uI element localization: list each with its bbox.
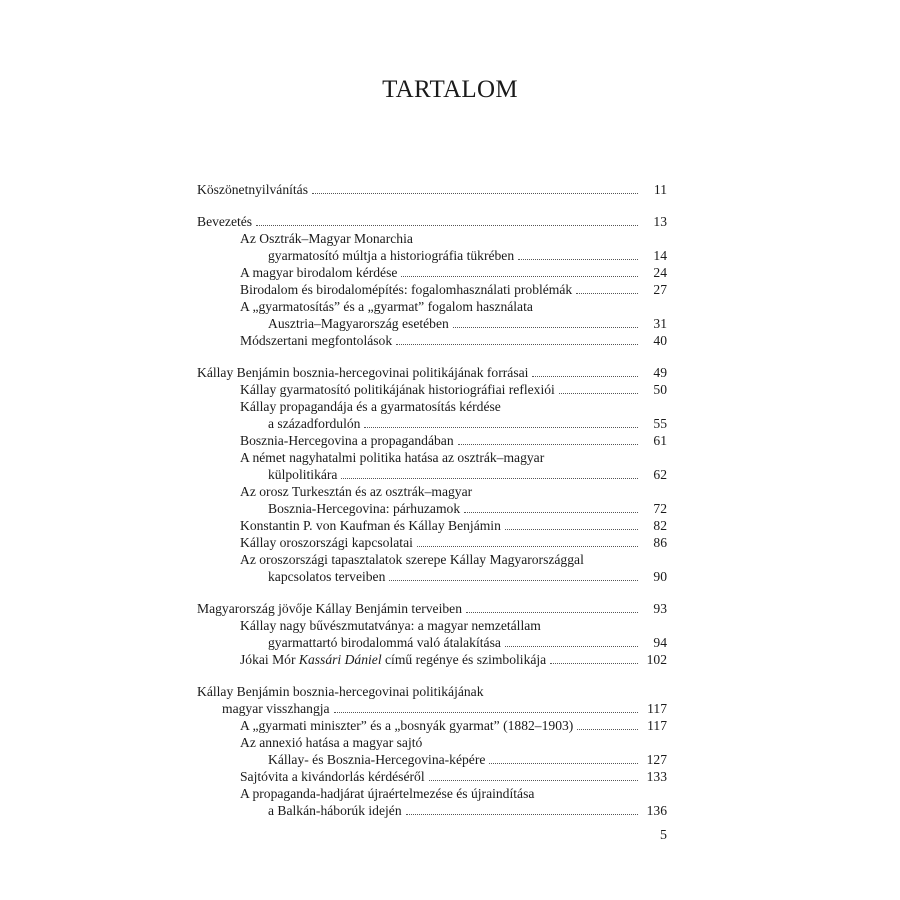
toc-entry[interactable] [268,634,667,652]
toc-entry[interactable] [240,651,667,669]
toc-entry-title: A „gyarmatosítás” és a „gyarmat” fogalom használata [240,299,533,314]
leader-dots [389,568,638,581]
toc-entry-title: kapcsolatos terveiben [268,569,386,584]
toc-entry-title: Bosznia-Hercegovina a propagandában [240,433,454,448]
toc-entry-page: 117 [647,718,667,733]
leader-dots [505,517,638,530]
toc-entry[interactable] [240,551,584,569]
toc-entry[interactable] [240,398,501,416]
leader-dots [334,700,638,713]
toc-entry[interactable] [268,415,667,433]
leader-dots [396,332,638,345]
leader-dots [417,534,638,547]
toc-entry-title: gyarmatosító múltja a historiográfia tükrében [268,248,515,263]
toc-entry-page: 93 [653,601,667,616]
toc-entry-title: Ausztria–Magyarország esetében [268,316,449,331]
leader-dots [312,181,638,194]
toc-entry-title: A magyar birodalom kérdése [240,265,398,280]
toc-entry-title: a századfordulón [268,416,361,431]
page-number: 5 [660,828,667,843]
toc-entry-title: Kállay- és Bosznia-Hercegovina-képére [268,752,486,767]
toc-entry-page: 82 [653,518,667,533]
toc-entry-title: magyar visszhangja [222,701,330,716]
toc-entry[interactable] [268,802,667,820]
toc-entry-page: 11 [653,182,667,197]
toc-entry-page: 14 [653,248,667,263]
toc-entry[interactable] [240,785,534,803]
toc-entry-page: 40 [653,333,667,348]
toc-entry-page: 62 [653,467,667,482]
toc-entry-title: A német nagyhatalmi politika hatása az osztrák–magyar [240,450,545,465]
toc-entry[interactable] [197,364,667,382]
leader-dots [256,213,638,226]
toc-entry[interactable] [268,568,667,586]
toc-entry-title: A propaganda-hadjárat újraértelmezése és újraindítása [240,786,535,801]
toc-entry-title: Birodalom és birodalomépítés: fogalomhasználati problémák [240,282,573,297]
toc-entry-title: Az Osztrák–Magyar Monarchia [240,231,413,246]
toc-entry[interactable] [240,617,541,635]
toc-entry[interactable] [240,432,667,450]
toc-entry[interactable] [268,247,667,265]
toc-entry-title: A „gyarmati miniszter” és a „bosnyák gyarmat” (1882–1903) [240,718,574,733]
toc-entry-title: a Balkán-háborúk idején [268,803,402,818]
toc-entry[interactable] [240,298,533,316]
toc-entry-title: Módszertani megfontolások [240,333,393,348]
toc-entry-title: Bevezetés [197,214,253,229]
leader-dots [341,466,638,479]
leader-dots [489,751,638,764]
leader-dots [401,264,638,277]
toc-entry-page: 94 [653,635,667,650]
toc-entry-title: Konstantin P. von Kaufman és Kállay Benjámin [240,518,501,533]
leader-dots [505,634,638,647]
toc-entry[interactable] [240,230,413,248]
leader-dots [518,247,638,260]
toc-entry-page: 50 [653,382,667,397]
toc-entry[interactable] [222,700,667,718]
toc-entry-title: külpolitikára [268,467,338,482]
leader-dots [364,415,638,428]
toc-entry[interactable] [240,449,544,467]
toc-entry-page: 55 [653,416,667,431]
toc-entry-page: 90 [653,569,667,584]
toc-entry[interactable] [240,483,472,501]
toc-entry-page: 13 [653,214,667,229]
toc-entry[interactable] [268,315,667,333]
toc-entry[interactable] [268,500,667,518]
toc-entry-title: Kállay Benjámin bosznia-hercegovinai politikájának [197,684,484,699]
toc-entry[interactable] [240,768,667,786]
leader-dots [464,500,638,513]
toc-entry[interactable] [197,181,667,199]
toc-entry-title: Az oroszországi tapasztalatok szerepe Kállay Magyarországgal [240,552,584,567]
leader-dots [458,432,638,445]
toc-entry-title: Kállay nagy bűvészmutatványa: a magyar nemzetállam [240,618,541,633]
leader-dots [550,651,638,664]
toc-entry-title: Magyarország jövője Kállay Benjámin terveiben [197,601,462,616]
toc-entry[interactable] [240,281,667,299]
toc-entry-page: 61 [653,433,667,448]
toc-entry[interactable] [268,751,667,769]
toc-entry[interactable] [240,734,422,752]
toc-entry-page: 86 [653,535,667,550]
leader-dots [577,717,638,730]
toc-entry-page: 49 [653,365,667,380]
title-part: Jókai Mór [240,652,299,667]
leader-dots [466,600,638,613]
toc-entry[interactable] [268,466,667,484]
title-part: című regénye és szimbolikája [381,652,547,667]
toc-entry[interactable] [240,264,667,282]
toc-entry-title: gyarmattartó birodalommá való átalakítása [268,635,501,650]
toc-entry-title: Sajtóvita a kivándorlás kérdéséről [240,769,425,784]
toc-entry-title: Kállay oroszországi kapcsolatai [240,535,413,550]
toc-entry-title [240,651,546,669]
toc-entry-title: Kállay Benjámin bosznia-hercegovinai politikájának forrásai [197,365,529,380]
toc-entry-page: 136 [646,803,667,818]
toc-entry-page: 102 [646,652,667,667]
toc-entry-page: 127 [646,752,667,767]
toc-entry[interactable] [240,717,667,735]
leader-dots [576,281,638,294]
toc-entry-page: 24 [653,265,667,280]
toc-entry-title: Bosznia-Hercegovina: párhuzamok [268,501,461,516]
toc-entry-page: 27 [653,282,667,297]
toc-entry-title: Kállay propagandája és a gyarmatosítás kérdése [240,399,501,414]
toc-entry[interactable] [197,600,667,618]
toc-entry[interactable] [240,381,667,399]
toc-entry[interactable] [240,517,667,535]
toc-entry[interactable] [240,534,667,552]
toc-entry-title: Kállay gyarmatosító politikájának historiográfiai reflexiói [240,382,555,397]
toc-entry-title: Az orosz Turkesztán és az osztrák–magyar [240,484,473,499]
toc-entry-page: 117 [647,701,667,716]
toc-entry-page: 133 [646,769,667,784]
toc-entry-page: 31 [653,316,667,331]
toc-entry-title: Köszönetnyilvánítás [197,182,308,197]
novel-title: Kassári Dániel [298,652,382,667]
leader-dots [453,315,638,328]
leader-dots [406,802,638,815]
leader-dots [559,381,638,394]
leader-dots [429,768,638,781]
toc-entry[interactable] [240,332,667,350]
toc-entry[interactable] [197,213,667,231]
leader-dots [532,364,638,377]
toc-entry-title: Az annexió hatása a magyar sajtó [240,735,423,750]
page-title: TARTALOM [382,76,518,103]
toc-entry[interactable] [197,683,484,701]
toc-entry-page: 72 [653,501,667,516]
